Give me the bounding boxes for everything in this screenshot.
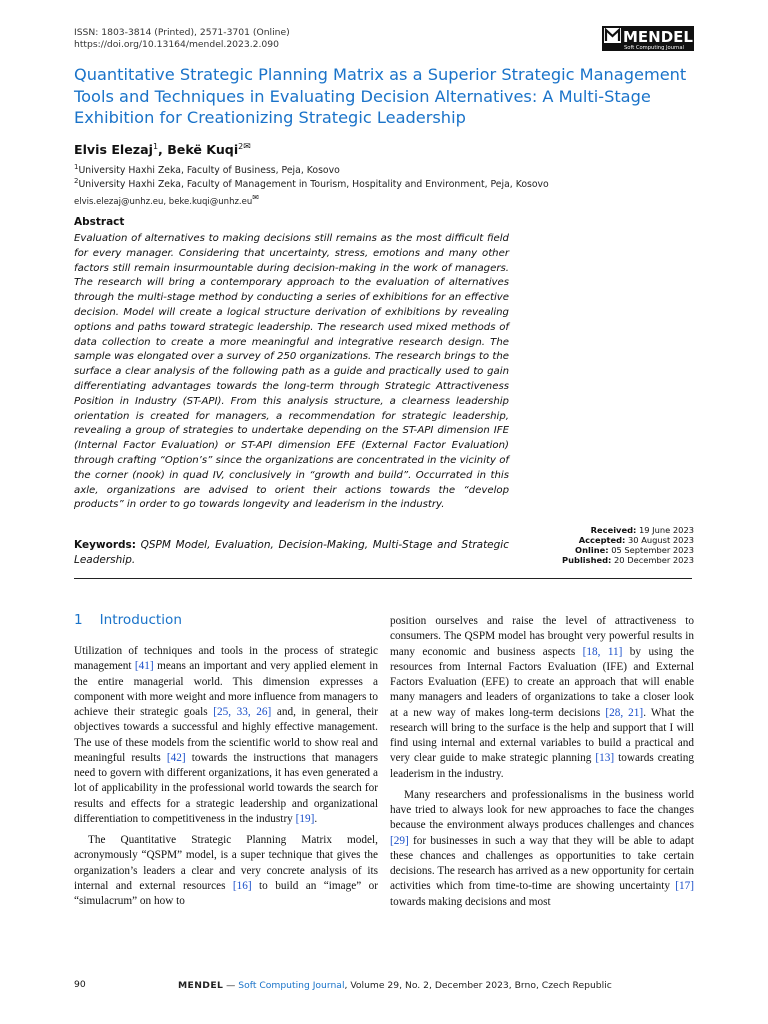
page-number: 90 <box>74 979 86 990</box>
author-1-name: Elvis Elezaj <box>74 142 153 158</box>
paragraph <box>74 644 378 827</box>
text-run: Many researchers and professionalisms in the business world have tried to always look for new approaches to face the changes because the environment always produces challenges and chances <box>390 788 694 832</box>
online-label: Online: <box>575 545 609 555</box>
text-run: towards making decisions and most <box>390 895 551 908</box>
envelope-icon: ✉ <box>243 142 251 152</box>
abstract-text: Evaluation of alternatives to making decisions still remains as the most difficult field for every manager. Considering that uncertainty, stress, emotions and many other factors still remain insurmountable during decision-making in the work of managers. The research will bring a contemporary approach to the evaluation of alternatives through the multi-stage method by conducting a series of exhibitions for an effective decision. Model will create a logical structure derivation of exhibitions by revealing options and paths toward strategic leadership. The research used mixed methods of data collection to create a more meaningful and integrative research design. The sample was elongated over a survey of 250 organizations. The research brings to the surface a clear analysis of the following path as a guide and practically used to gain differentiating advantages towards the long-term through Strategic Attractiveness Position in Industry (ST-API). From this analysis structure, a clearness leadership orientation is created for managers, a recommendation for strategic leadership, revealing a group of strategies to undertake depending on the ST-API dimension IFE (Internal Factor Evaluation) or ST-API dimension EFE (External Factor Evaluation) through crafting “Option’s” since the organizations are concentrated in the vicinity of the corner (nook) in quad IV, conclusively in “growth and build”. Occurrated in this axle, organizations are advised to orient their actions towards the “develop products” in order to go towards longevity and leaderism in the industry. <box>74 233 509 511</box>
envelope-icon-emails: ✉ <box>252 193 259 202</box>
mendel-logo-graphic <box>602 26 694 51</box>
affiliation-2-sup: 2 <box>74 177 79 185</box>
affiliation-2 <box>74 177 549 190</box>
abstract-heading: Abstract <box>74 216 125 228</box>
text-run: The Quantitative Strategic Planning Matrix model, acronymously “QSPM” model, is a super technique that gives the organization’s leaders a clear and very concrete analysis of its internal and external resources <box>74 834 378 892</box>
online-date-row <box>540 545 694 555</box>
footer-brand: MENDEL <box>178 980 224 991</box>
section-heading-introduction <box>74 612 182 628</box>
mendel-logo <box>602 26 694 51</box>
published-label: Published: <box>562 555 612 565</box>
affiliation-1-sup: 1 <box>74 163 79 171</box>
section-title: Introduction <box>99 612 182 628</box>
citation-link[interactable]: [25, 33, 26] <box>213 706 272 718</box>
accepted-date: 30 August 2023 <box>628 535 694 545</box>
body-column-left <box>74 644 378 909</box>
doi-link[interactable]: https://doi.org/10.13164/mendel.2023.2.090 <box>74 39 279 50</box>
citation-link[interactable]: [42] <box>166 751 186 764</box>
author-list <box>74 142 251 157</box>
logo-text-main: MENDEL <box>623 28 693 46</box>
paper-title: Quantitative Strategic Planning Matrix as a Superior Strategic Management Tools and Techniques in Evaluating Decision Alternatives: A Multi-Stage Exhibition for Creationizing Strategic Leadership <box>74 65 687 127</box>
text-run: and, in general, their objectives towards a successful and highly effective management. The use of these models from the scientific world to show real and meaningful results <box>74 706 378 764</box>
logo-text-sub: Soft Computing Journal <box>624 45 684 51</box>
citation-link[interactable]: [41] <box>134 660 154 673</box>
text-run: . <box>314 812 318 825</box>
citation-link[interactable]: [17] <box>675 880 694 893</box>
text-run: . What the research will bring to the surface is the help and support that I will find using internal and external variables to build a practical and very clear guide to make strategic planning <box>390 706 694 765</box>
citation-link[interactable]: [13] <box>595 752 615 765</box>
affiliation-1 <box>74 163 340 176</box>
keywords <box>74 538 509 567</box>
email-addresses[interactable]: elvis.elezaj@unhz.eu, beke.kuqi@unhz.eu <box>74 196 253 207</box>
paragraph <box>74 833 378 909</box>
published-date-row <box>540 555 694 565</box>
received-label: Received: <box>590 525 637 535</box>
author-2-name: Bekë Kuqi <box>167 142 239 158</box>
keywords-label: Keywords: <box>74 539 136 551</box>
author-1-sup: 1 <box>152 142 159 151</box>
text-run: position ourselves and raise the level of attractiveness to consumers. The QSPM model has brought very powerful results in many economic and business aspects <box>390 615 694 658</box>
text-run: towards the instructions that managers need to govern with different organizations, it has even generated a lot of applicability in the professional world towards the search for results and effects for a strategic leadership and organizational differentiation to competitiveness in the industry <box>74 751 378 825</box>
section-divider <box>74 578 692 579</box>
text-run: means an important and very applied element in the entire managerial world. This dimension expresses a component with more weight and more influence from managers to achieve their strategic goals <box>74 660 378 718</box>
footer-dash: — <box>223 980 239 991</box>
received-date-row <box>540 525 694 535</box>
journal-footer <box>178 980 612 991</box>
text-run: Utilization of techniques and tools in the process of strategic management <box>74 645 378 673</box>
issn-line: ISSN: 1803-3814 (Printed), 2571-3701 (Online) <box>74 27 290 38</box>
citation-link[interactable]: [16] <box>232 879 252 892</box>
publication-dates <box>540 525 694 565</box>
footer-volume-info: , Volume 29, No. 2, December 2023, Brno, Czech Republic <box>344 980 612 991</box>
published-date: 20 December 2023 <box>614 555 694 565</box>
citation-link[interactable]: [29] <box>390 834 409 847</box>
author-separator: , <box>158 142 168 158</box>
paragraph <box>390 788 694 910</box>
online-date: 05 September 2023 <box>611 545 694 555</box>
body-column-right <box>390 614 694 910</box>
affiliation-1-text: University Haxhi Zeka, Faculty of Business, Peja, Kosovo <box>78 165 340 177</box>
section-number: 1 <box>74 612 83 628</box>
text-run: to build an “image” or “simulacrum” on how to <box>74 879 378 907</box>
paragraph <box>390 614 694 782</box>
affiliation-2-text: University Haxhi Zeka, Faculty of Management in Tourism, Hospitality and Environment, Peja, Kosovo <box>78 179 549 191</box>
author-emails <box>74 193 259 207</box>
citation-link[interactable]: [18, 11] <box>582 645 623 658</box>
text-run: towards creating leaderism in the industry. <box>390 752 694 780</box>
citation-link[interactable]: [19] <box>295 812 315 825</box>
text-run: for businesses in such a way that they will be able to adapt these chances and challenges as opportunities to take certain decisions. The research has arrived as a new opportunity for certain activities which from time-to-time are showing uncertainty <box>390 834 694 893</box>
received-date: 19 June 2023 <box>638 525 694 535</box>
journal-header-info <box>74 27 290 51</box>
citation-link[interactable]: [28, 21] <box>605 706 644 719</box>
keywords-text: QSPM Model, Evaluation, Decision-Making, Multi-Stage and Strategic Leadership. <box>74 539 509 566</box>
author-2-sup: 2 <box>238 142 244 151</box>
text-run: by using the resources from Internal Factors Evaluation (IFE) and External Factors Evaluation (EFE) to create an approach that will enable many managers and leaders of organizations to take a closer look at a new way of makes long-term decisions <box>390 645 694 719</box>
accepted-date-row <box>540 535 694 545</box>
footer-journal-name: Soft Computing Journal <box>238 980 345 991</box>
accepted-label: Accepted: <box>578 535 626 545</box>
